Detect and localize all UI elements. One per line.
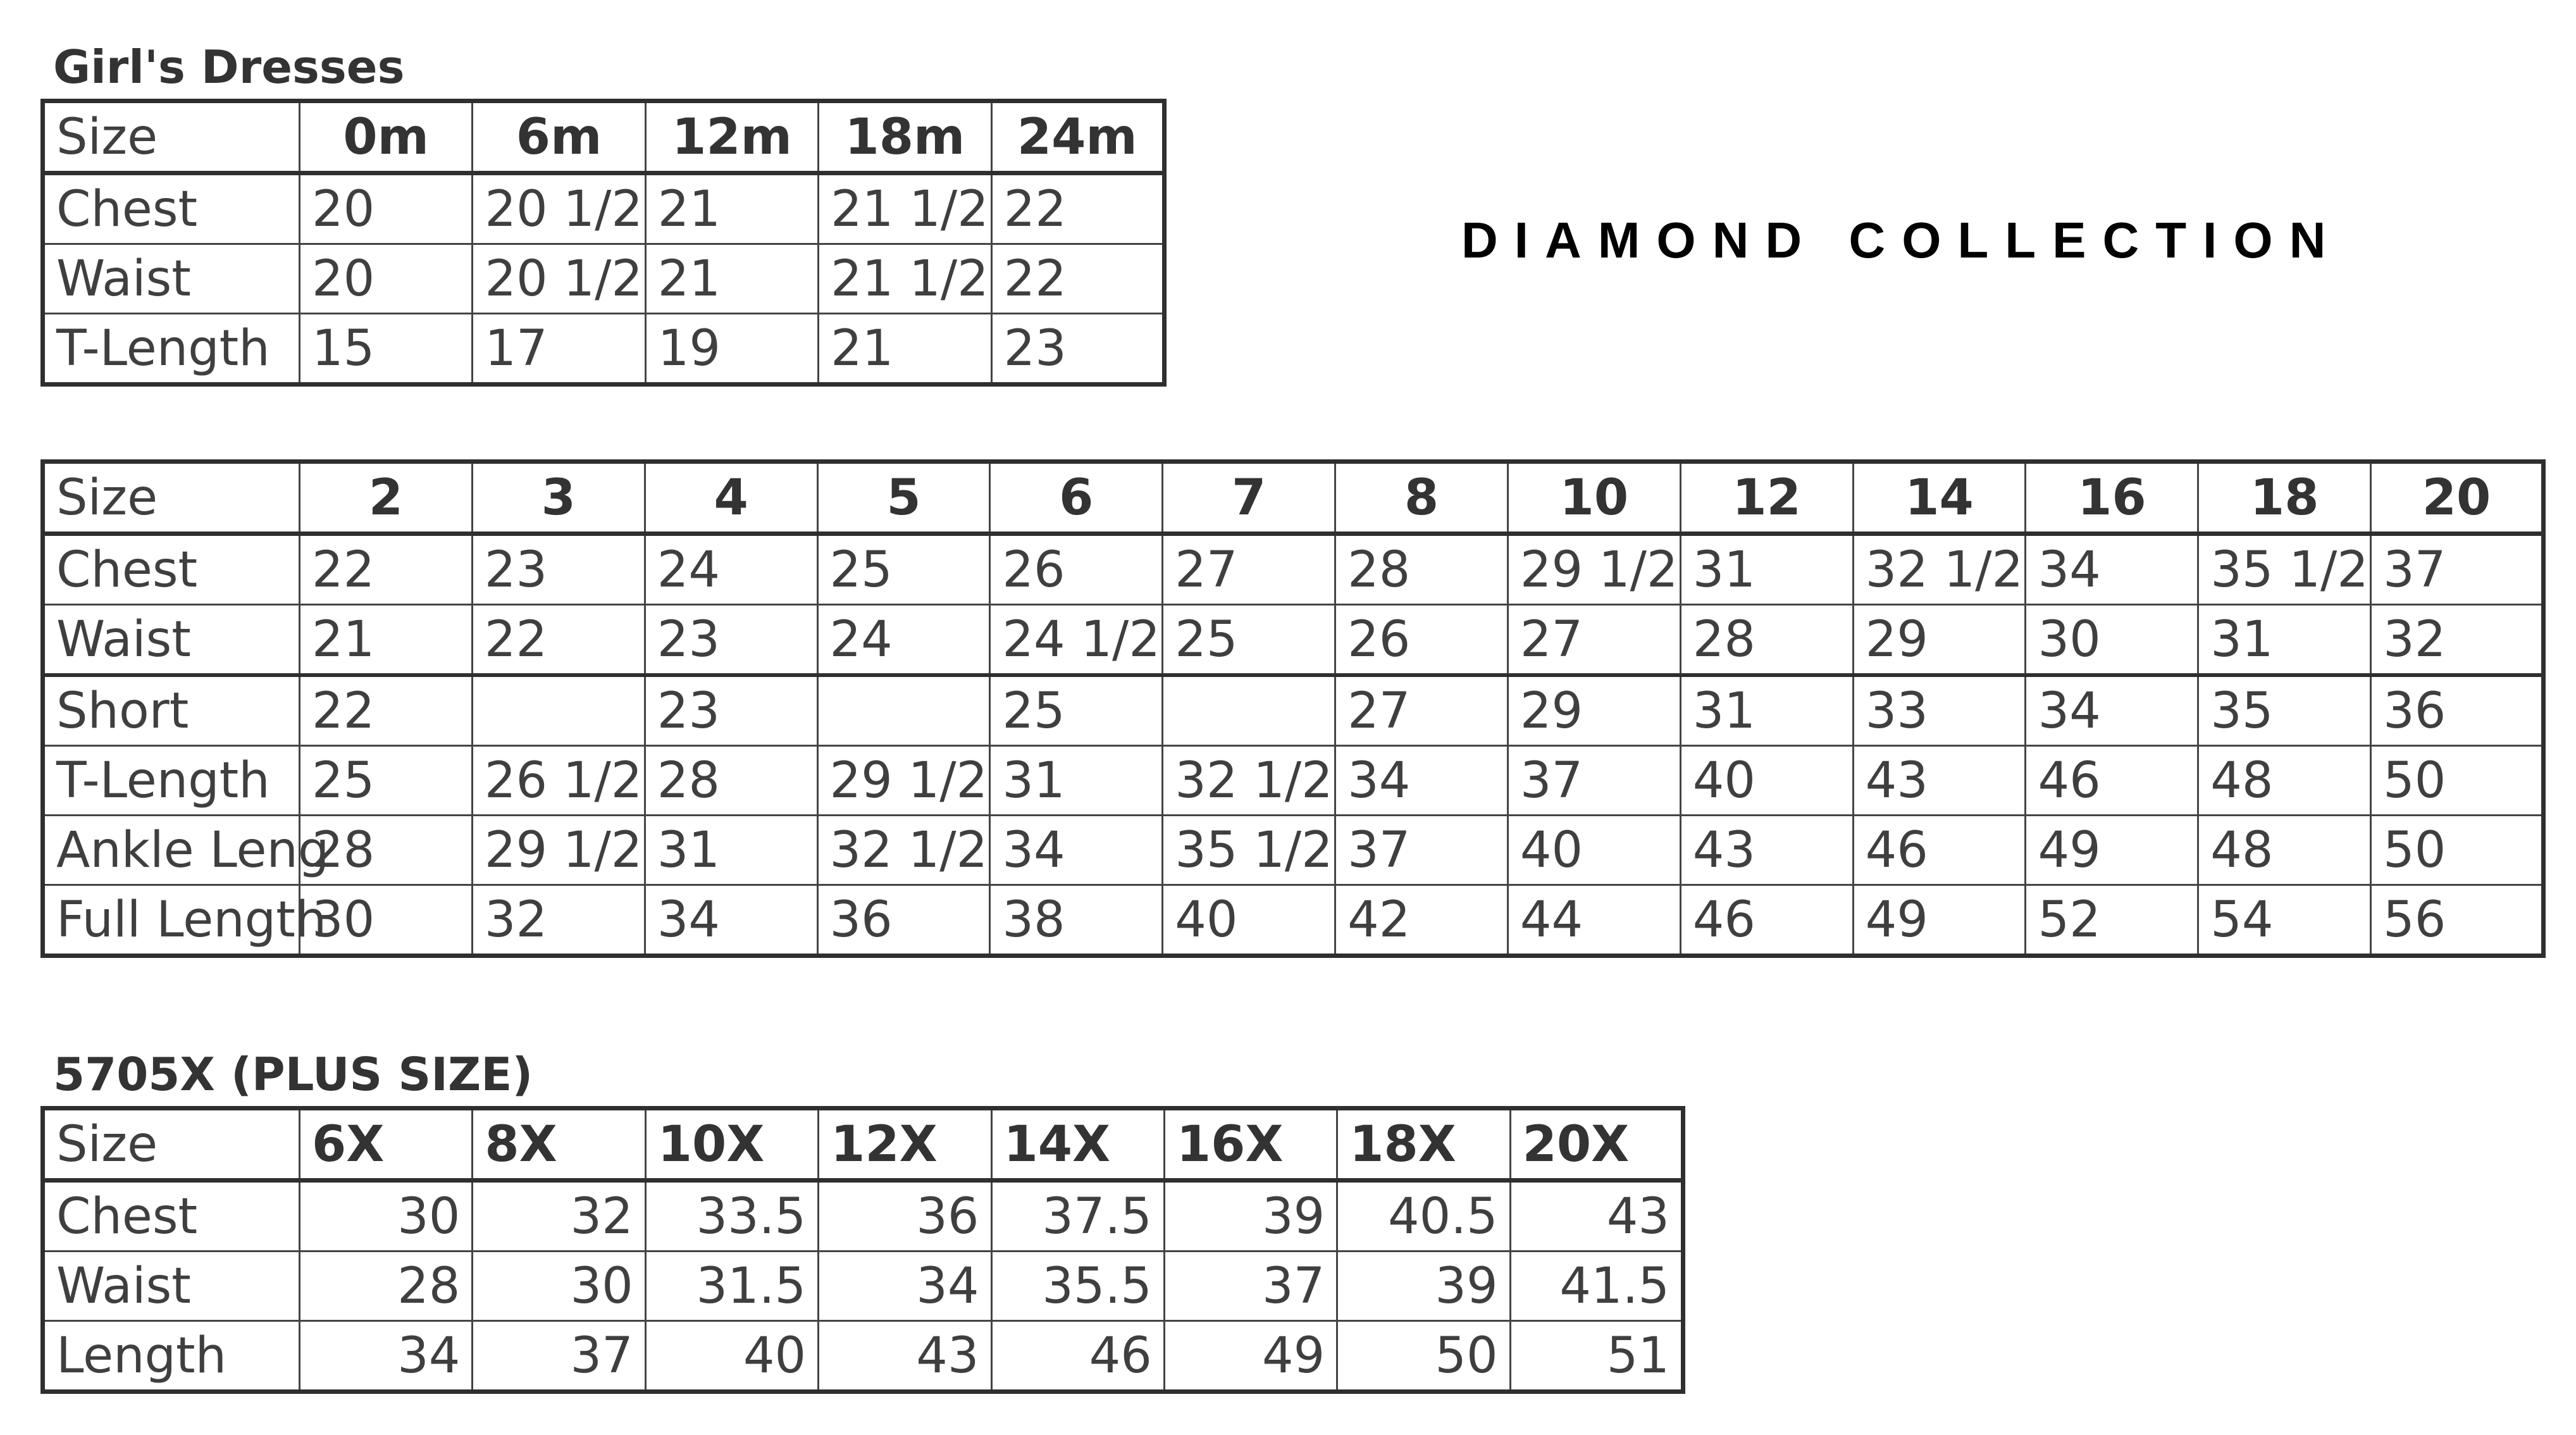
table-cell: 28 — [300, 1252, 473, 1321]
table-header-row — [43, 1109, 1683, 1181]
table-cell: 37 — [1335, 816, 1508, 885]
table-cell: 37 — [1508, 746, 1680, 816]
table-cell: 41.5 — [1510, 1252, 1683, 1321]
girls-size-table — [40, 99, 1167, 387]
main-size-table — [40, 459, 2546, 958]
row-label-cell: Chest — [43, 1181, 300, 1252]
table-cell: 37 — [2371, 534, 2544, 605]
table-cell: 26 — [990, 534, 1163, 605]
table-cell: 32 — [2371, 605, 2544, 676]
table-row — [43, 314, 1165, 385]
table-cell: 32 1/2 — [817, 816, 990, 885]
table-cell — [472, 675, 645, 746]
table-cell: 21 — [645, 173, 818, 244]
table-row — [43, 1181, 1683, 1252]
table-cell: 28 — [1335, 534, 1508, 605]
table-cell: 32 1/2 — [1163, 746, 1335, 816]
table-cell: 28 — [1680, 605, 1853, 676]
table-cell: 22 — [300, 534, 473, 605]
plus-size-table — [40, 1106, 1685, 1394]
table-cell: 31 — [1680, 534, 1853, 605]
table-cell — [1163, 675, 1335, 746]
row-label-cell: T-Length — [43, 746, 300, 816]
size-header-cell: 8X — [473, 1109, 645, 1181]
table-cell: 29 1/2 — [472, 816, 645, 885]
table-cell: 28 — [645, 746, 817, 816]
size-header-cell: 24m — [991, 101, 1164, 173]
row-label-cell: Full Length — [43, 885, 300, 956]
table-header-row — [43, 462, 2544, 534]
row-label-cell: Ankle Leng — [43, 816, 300, 885]
table-cell: 25 — [990, 675, 1163, 746]
table-cell: 49 — [2026, 816, 2198, 885]
table-cell: 49 — [1164, 1321, 1337, 1392]
table-cell: 22 — [472, 605, 645, 676]
table-row — [43, 746, 2544, 816]
table-cell: 31 — [1680, 675, 1853, 746]
table-cell: 34 — [2026, 534, 2198, 605]
table-cell: 31 — [990, 746, 1163, 816]
table-cell: 15 — [300, 314, 473, 385]
table-cell: 26 — [1335, 605, 1508, 676]
table-cell: 32 1/2 — [1853, 534, 2026, 605]
table-cell: 34 — [1335, 746, 1508, 816]
table-cell: 37.5 — [991, 1181, 1164, 1252]
table-cell: 52 — [2026, 885, 2198, 956]
table-cell: 46 — [1680, 885, 1853, 956]
table-cell: 43 — [1510, 1181, 1683, 1252]
table-cell: 23 — [991, 314, 1164, 385]
table-cell: 24 — [817, 605, 990, 676]
size-header-cell: 7 — [1163, 462, 1335, 534]
table-cell: 39 — [1164, 1181, 1337, 1252]
table-cell: 49 — [1853, 885, 2026, 956]
table-cell: 38 — [990, 885, 1163, 956]
table-cell: 50 — [2371, 746, 2544, 816]
table-cell: 40.5 — [1337, 1181, 1510, 1252]
table-cell: 28 — [300, 816, 473, 885]
size-header-cell: 14 — [1853, 462, 2026, 534]
table-cell: 32 — [473, 1181, 645, 1252]
size-header-cell: 12m — [645, 101, 818, 173]
table-cell: 26 1/2 — [472, 746, 645, 816]
table-row — [43, 605, 2544, 676]
row-label-cell: T-Length — [43, 314, 300, 385]
size-label-cell: Size — [43, 462, 300, 534]
table-cell: 34 — [990, 816, 1163, 885]
table-cell: 48 — [2198, 816, 2371, 885]
brand-title: DIAMOND COLLECTION — [1461, 212, 2343, 268]
table-cell: 46 — [991, 1321, 1164, 1392]
table-cell: 22 — [300, 675, 473, 746]
table-cell: 29 1/2 — [817, 746, 990, 816]
table-cell: 54 — [2198, 885, 2371, 956]
size-header-cell: 6 — [990, 462, 1163, 534]
plus-size-title: 5705X (PLUS SIZE) — [53, 1048, 533, 1101]
table-row — [43, 885, 2544, 956]
table-cell: 30 — [2026, 605, 2198, 676]
table-cell: 23 — [645, 605, 817, 676]
size-header-cell: 2 — [300, 462, 473, 534]
table-cell: 46 — [2026, 746, 2198, 816]
table-cell: 36 — [2371, 675, 2544, 746]
table-cell: 42 — [1335, 885, 1508, 956]
size-header-cell: 16 — [2026, 462, 2198, 534]
table-cell: 21 — [819, 314, 991, 385]
table-cell: 36 — [817, 885, 990, 956]
table-cell: 25 — [300, 746, 473, 816]
row-label-cell: Waist — [43, 1252, 300, 1321]
size-header-cell: 12 — [1680, 462, 1853, 534]
table-cell: 25 — [1163, 605, 1335, 676]
table-cell: 34 — [819, 1252, 991, 1321]
size-header-cell: 5 — [817, 462, 990, 534]
table-cell: 29 — [1853, 605, 2026, 676]
table-cell: 21 1/2 — [819, 173, 991, 244]
row-label-cell: Waist — [43, 605, 300, 676]
table-cell: 29 1/2 — [1508, 534, 1680, 605]
row-label-cell: Length — [43, 1321, 300, 1392]
table-cell: 24 — [645, 534, 817, 605]
size-header-cell: 10X — [645, 1109, 818, 1181]
table-cell: 21 — [645, 244, 818, 314]
table-cell: 35 1/2 — [2198, 534, 2371, 605]
table-cell: 51 — [1510, 1321, 1683, 1392]
table-cell: 20 — [300, 244, 473, 314]
table-cell: 46 — [1853, 816, 2026, 885]
table-cell: 25 — [817, 534, 990, 605]
table-cell: 33 — [1853, 675, 2026, 746]
table-cell: 30 — [473, 1252, 645, 1321]
table-header-row — [43, 101, 1165, 173]
size-header-cell: 12X — [819, 1109, 991, 1181]
table-cell: 31.5 — [645, 1252, 818, 1321]
table-cell: 17 — [473, 314, 645, 385]
table-cell: 33.5 — [645, 1181, 818, 1252]
table-row — [43, 675, 2544, 746]
table-cell: 20 — [300, 173, 473, 244]
table-row — [43, 534, 2544, 605]
size-header-cell: 3 — [472, 462, 645, 534]
table-cell: 27 — [1508, 605, 1680, 676]
size-header-cell: 16X — [1164, 1109, 1337, 1181]
table-cell: 40 — [645, 1321, 818, 1392]
table-cell: 50 — [2371, 816, 2544, 885]
table-cell: 34 — [300, 1321, 473, 1392]
row-label-cell: Waist — [43, 244, 300, 314]
table-cell: 50 — [1337, 1321, 1510, 1392]
table-cell: 34 — [645, 885, 817, 956]
size-header-cell: 4 — [645, 462, 817, 534]
table-row — [43, 244, 1165, 314]
table-cell: 43 — [1853, 746, 2026, 816]
size-header-cell: 18m — [819, 101, 991, 173]
size-header-cell: 18 — [2198, 462, 2371, 534]
girls-dresses-title: Girl's Dresses — [53, 40, 405, 94]
table-cell: 27 — [1163, 534, 1335, 605]
table-cell: 37 — [1164, 1252, 1337, 1321]
table-cell: 35 — [2198, 675, 2371, 746]
table-cell: 22 — [991, 244, 1164, 314]
table-cell: 20 1/2 — [473, 244, 645, 314]
size-header-cell: 18X — [1337, 1109, 1510, 1181]
table-row — [43, 816, 2544, 885]
row-label-cell: Short — [43, 675, 300, 746]
table-cell: 32 — [472, 885, 645, 956]
table-row — [43, 1321, 1683, 1392]
table-cell: 39 — [1337, 1252, 1510, 1321]
size-label-cell: Size — [43, 1109, 300, 1181]
table-cell: 40 — [1508, 816, 1680, 885]
size-header-cell: 6m — [473, 101, 645, 173]
table-cell: 21 1/2 — [819, 244, 991, 314]
table-cell: 24 1/2 — [990, 605, 1163, 676]
table-cell: 35.5 — [991, 1252, 1164, 1321]
table-cell: 40 — [1163, 885, 1335, 956]
size-header-cell: 10 — [1508, 462, 1680, 534]
table-cell: 37 — [473, 1321, 645, 1392]
table-cell: 27 — [1335, 675, 1508, 746]
table-cell: 30 — [300, 1181, 473, 1252]
size-header-cell: 20X — [1510, 1109, 1683, 1181]
size-header-cell: 8 — [1335, 462, 1508, 534]
table-cell: 56 — [2371, 885, 2544, 956]
table-cell — [817, 675, 990, 746]
table-cell: 30 — [300, 885, 473, 956]
table-cell: 36 — [819, 1181, 991, 1252]
size-header-cell: 6X — [300, 1109, 473, 1181]
table-row — [43, 1252, 1683, 1321]
table-cell: 20 1/2 — [473, 173, 645, 244]
size-header-cell: 20 — [2371, 462, 2544, 534]
table-cell: 48 — [2198, 746, 2371, 816]
row-label-cell: Chest — [43, 173, 300, 244]
table-cell: 19 — [645, 314, 818, 385]
table-cell: 44 — [1508, 885, 1680, 956]
table-cell: 22 — [991, 173, 1164, 244]
size-header-cell: 0m — [300, 101, 473, 173]
table-cell: 43 — [819, 1321, 991, 1392]
size-label-cell: Size — [43, 101, 300, 173]
table-row — [43, 173, 1165, 244]
table-cell: 35 1/2 — [1163, 816, 1335, 885]
table-cell: 31 — [2198, 605, 2371, 676]
table-cell: 40 — [1680, 746, 1853, 816]
row-label-cell: Chest — [43, 534, 300, 605]
table-cell: 23 — [472, 534, 645, 605]
table-cell: 34 — [2026, 675, 2198, 746]
table-cell: 43 — [1680, 816, 1853, 885]
table-cell: 23 — [645, 675, 817, 746]
size-header-cell: 14X — [991, 1109, 1164, 1181]
table-cell: 29 — [1508, 675, 1680, 746]
table-cell: 21 — [300, 605, 473, 676]
table-cell: 31 — [645, 816, 817, 885]
